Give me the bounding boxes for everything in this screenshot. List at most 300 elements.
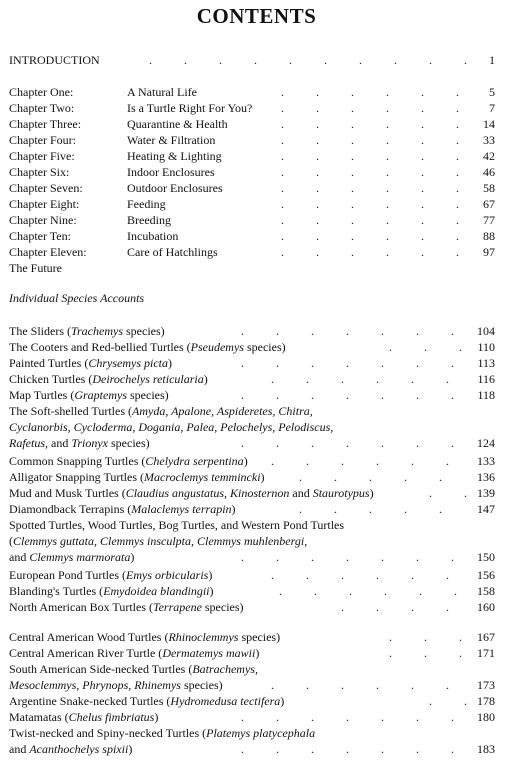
page-number: 139 xyxy=(477,486,495,500)
leader-dot: . xyxy=(421,213,424,227)
scientific-name: Macroclemys temmincki xyxy=(144,470,261,484)
leader-dot: . xyxy=(456,197,459,211)
page-number: 5 xyxy=(489,85,495,99)
chapter-label: Chapter Nine: xyxy=(9,213,77,227)
toc-entry-species xyxy=(9,645,495,661)
entry-line xyxy=(9,485,495,501)
entry-text: ( xyxy=(9,534,13,548)
leader-dot: . xyxy=(381,742,384,756)
entry-text: species) xyxy=(201,600,244,614)
leader-dot: . xyxy=(311,436,314,450)
leader-dot: . xyxy=(421,85,424,99)
chapter-title: A Natural Life xyxy=(127,85,197,99)
leader-dot: . xyxy=(411,372,414,386)
page-title: CONTENTS xyxy=(196,4,317,28)
leader-dot: . xyxy=(311,324,314,338)
leader-dot: . xyxy=(394,53,397,67)
page-number: 171 xyxy=(477,646,495,660)
entry-text: and xyxy=(48,436,72,450)
scientific-name: Clemmys guttata, Clemmys insculpta, Clemmys muhlenbergi, xyxy=(13,534,308,548)
chapter-title: Care of Hatchlings xyxy=(127,245,218,259)
leader-dot: . xyxy=(386,149,389,163)
page-number: 104 xyxy=(477,324,495,338)
leader-dot: . xyxy=(376,454,379,468)
entry-text: ) xyxy=(209,584,214,598)
leader-dot: . xyxy=(456,213,459,227)
leader-dot: . xyxy=(464,694,467,708)
chapter-title: Water & Filtration xyxy=(127,133,216,147)
leader-dot: . xyxy=(389,340,392,354)
leader-dot: . xyxy=(346,388,349,402)
leader-dot: . xyxy=(424,340,427,354)
chapter-label: Chapter Five: xyxy=(9,149,75,163)
chapter-label: The Future xyxy=(9,261,62,275)
leader-dot: . xyxy=(149,53,152,67)
leader-dot: . xyxy=(241,436,244,450)
page-number: 97 xyxy=(483,245,495,259)
leader-dot: . xyxy=(341,454,344,468)
leader-dot: . xyxy=(386,181,389,195)
leader-dot: . xyxy=(456,229,459,243)
chapter-title: Quarantine & Health xyxy=(127,117,228,131)
entry-text: Painted Turtles ( xyxy=(9,356,89,370)
leader-dot: . xyxy=(351,213,354,227)
chapter-label: Chapter Three: xyxy=(9,117,82,131)
leader-dot: . xyxy=(276,436,279,450)
leader-dot: . xyxy=(241,388,244,402)
entry-line xyxy=(9,661,495,677)
chapter-title: Is a Turtle Right For You? xyxy=(127,101,253,115)
toc-entry-species xyxy=(9,501,495,517)
toc-entry-species xyxy=(9,629,495,645)
leader-dot: . xyxy=(446,454,449,468)
leader-dot: . xyxy=(334,502,337,516)
leader-dot: . xyxy=(451,550,454,564)
scientific-name: Terrapene xyxy=(153,600,202,614)
entry-text: species) xyxy=(180,678,223,692)
leader-dot: . xyxy=(421,149,424,163)
leader-dot: . xyxy=(376,372,379,386)
leader-dot: . xyxy=(416,710,419,724)
entry-text: ) xyxy=(208,568,213,582)
entry-line xyxy=(9,419,495,435)
page-number: 88 xyxy=(483,229,495,243)
leader-dot: . xyxy=(446,568,449,582)
entry-line xyxy=(9,355,495,371)
page-number: 156 xyxy=(477,568,495,582)
entry-text: Map Turtles ( xyxy=(9,388,75,402)
page-number: 147 xyxy=(477,502,495,516)
leader-dot: . xyxy=(404,502,407,516)
scientific-name: Rafetus, xyxy=(9,436,48,450)
entry-line xyxy=(9,435,495,451)
leader-dot: . xyxy=(346,710,349,724)
leader-dot: . xyxy=(359,53,362,67)
leader-dot: . xyxy=(351,117,354,131)
leader-dot: . xyxy=(369,470,372,484)
leader-dot: . xyxy=(459,646,462,660)
leader-dot: . xyxy=(451,436,454,450)
leader-dot: . xyxy=(451,742,454,756)
entry-text: North American Box Turtles ( xyxy=(9,600,153,614)
leader-dot: . xyxy=(386,229,389,243)
entry-text: ) xyxy=(280,694,285,708)
toc-entry-species xyxy=(9,567,495,583)
scientific-name: Platemys platycephala xyxy=(206,726,316,740)
leader-dot: . xyxy=(459,340,462,354)
leader-dot: . xyxy=(241,742,244,756)
toc-entry-species xyxy=(9,709,495,725)
scientific-name: Dermatemys mawii xyxy=(162,646,256,660)
page-number: 133 xyxy=(477,454,495,468)
entry-line xyxy=(9,387,495,403)
entry-text: Central American River Turtle ( xyxy=(9,646,163,660)
leader-dot: . xyxy=(456,117,459,131)
leader-dot: . xyxy=(324,53,327,67)
scientific-name: Staurotypus xyxy=(312,486,370,500)
scientific-name: Graptemys xyxy=(74,388,128,402)
leader-dot: . xyxy=(311,550,314,564)
leader-dot: . xyxy=(411,678,414,692)
entry-text: ) xyxy=(369,486,374,500)
chapter-label: Chapter Four: xyxy=(9,133,76,147)
leader-dot: . xyxy=(306,568,309,582)
entry-line xyxy=(9,583,495,599)
leader-dot: . xyxy=(416,356,419,370)
page-number: 113 xyxy=(477,356,495,370)
toc-entry-species xyxy=(9,469,495,485)
leader-dot: . xyxy=(429,486,432,500)
entry-text: ) xyxy=(231,502,236,516)
leader-dot: . xyxy=(456,149,459,163)
leader-dot: . xyxy=(456,85,459,99)
leader-dot: . xyxy=(416,324,419,338)
leader-dot: . xyxy=(279,584,282,598)
leader-dot: . xyxy=(381,710,384,724)
entry-line xyxy=(9,533,495,549)
leader-dot: . xyxy=(316,213,319,227)
entry-text: Matamatas ( xyxy=(9,710,69,724)
page-number: 136 xyxy=(477,470,495,484)
chapter-title: Breeding xyxy=(127,213,171,227)
scientific-name: Trionyx xyxy=(71,436,108,450)
entry-text: species) xyxy=(238,630,281,644)
leader-dot: . xyxy=(389,646,392,660)
leader-dot: . xyxy=(381,324,384,338)
leader-dot: . xyxy=(316,133,319,147)
scientific-name: Pseudemys xyxy=(190,340,244,354)
entry-text: Common Snapping Turtles ( xyxy=(9,454,146,468)
leader-dot: . xyxy=(429,694,432,708)
leader-dot: . xyxy=(386,165,389,179)
scientific-name: Chrysemys picta xyxy=(88,356,168,370)
page-number: 58 xyxy=(483,181,495,195)
entry-line xyxy=(9,629,495,645)
leader-dot: . xyxy=(276,324,279,338)
entry-text: Argentine Snake-necked Turtles ( xyxy=(9,694,171,708)
leader-dot: . xyxy=(241,550,244,564)
entry-line xyxy=(9,403,495,419)
leader-dot: . xyxy=(439,470,442,484)
entry-line xyxy=(9,599,495,615)
leader-dot: . xyxy=(351,85,354,99)
leader-dot: . xyxy=(281,117,284,131)
leader-dot: . xyxy=(341,678,344,692)
leader-dot: . xyxy=(459,630,462,644)
leader-dot: . xyxy=(351,229,354,243)
leader-dot: . xyxy=(316,85,319,99)
leader-dot: . xyxy=(424,646,427,660)
leader-dot: . xyxy=(346,742,349,756)
chapter-label: Chapter Ten: xyxy=(9,229,71,243)
entry-line xyxy=(9,371,495,387)
leader-dot: . xyxy=(341,372,344,386)
entry-text: species) xyxy=(127,388,169,402)
leader-dot: . xyxy=(451,710,454,724)
entry-line xyxy=(9,469,495,485)
chapter-title: Heating & Lighting xyxy=(127,149,222,163)
leader-dot: . xyxy=(386,213,389,227)
leader-dot: . xyxy=(316,101,319,115)
leader-dot: . xyxy=(421,101,424,115)
scientific-name: Deirochelys reticularia xyxy=(92,372,204,386)
leader-dot: . xyxy=(341,600,344,614)
leader-dot: . xyxy=(464,486,467,500)
entry-text: ) xyxy=(154,710,159,724)
toc-entry-introduction xyxy=(9,52,495,68)
page-number: 180 xyxy=(477,710,495,724)
leader-dot: . xyxy=(419,584,422,598)
entry-line xyxy=(9,517,495,533)
leader-dot: . xyxy=(276,550,279,564)
entry-text: ) xyxy=(243,454,248,468)
leader-dot: . xyxy=(346,356,349,370)
leader-dot: . xyxy=(299,502,302,516)
leader-dot: . xyxy=(311,356,314,370)
chapter-label: Chapter Eleven: xyxy=(9,245,87,259)
leader-dot: . xyxy=(316,149,319,163)
leader-dot: . xyxy=(241,356,244,370)
leader-dot: . xyxy=(281,133,284,147)
page-number: 46 xyxy=(483,165,495,179)
scientific-name: Trachemys xyxy=(71,324,123,338)
toc-entry-species xyxy=(9,599,495,615)
leader-dot: . xyxy=(241,710,244,724)
leader-dot: . xyxy=(451,388,454,402)
chapter-title: Incubation xyxy=(127,229,179,243)
leader-dot: . xyxy=(381,388,384,402)
leader-dot: . xyxy=(416,436,419,450)
leader-dot: . xyxy=(389,630,392,644)
toc-entry-species xyxy=(9,323,495,339)
leader-dot: . xyxy=(351,165,354,179)
leader-dot: . xyxy=(421,133,424,147)
leader-dot: . xyxy=(281,149,284,163)
entry-text: species) xyxy=(108,436,150,450)
page-number: 33 xyxy=(483,133,495,147)
leader-dot: . xyxy=(456,101,459,115)
toc-entry-species xyxy=(9,485,495,501)
page-number: 158 xyxy=(477,584,495,598)
page-number: 116 xyxy=(477,372,495,386)
leader-dot: . xyxy=(289,53,292,67)
entry-text: Twist-necked and Spiny-necked Turtles ( xyxy=(9,726,207,740)
leader-dot: . xyxy=(369,502,372,516)
scientific-name: Hydromedusa tectifera xyxy=(170,694,281,708)
page-number: 42 xyxy=(483,149,495,163)
leader-dot: . xyxy=(446,600,449,614)
scientific-name: Chelydra serpentina xyxy=(145,454,244,468)
leader-dot: . xyxy=(351,133,354,147)
toc-entry-species xyxy=(9,517,495,565)
entry-text: ) xyxy=(260,470,265,484)
entry-line xyxy=(9,323,495,339)
leader-dot: . xyxy=(411,600,414,614)
entry-text: European Pond Turtles ( xyxy=(9,568,126,582)
page-number: 7 xyxy=(489,101,495,115)
toc-entry-species xyxy=(9,453,495,469)
scientific-name: Rhinoclemmys xyxy=(168,630,239,644)
leader-dot: . xyxy=(376,600,379,614)
leader-dot: . xyxy=(271,568,274,582)
leader-dot: . xyxy=(454,584,457,598)
entry-line xyxy=(9,645,495,661)
leader-dot: . xyxy=(381,550,384,564)
scientific-name: Acanthochelys spixii xyxy=(29,742,129,756)
leader-dot: . xyxy=(376,568,379,582)
leader-dot: . xyxy=(276,710,279,724)
leader-dot: . xyxy=(311,742,314,756)
leader-dot: . xyxy=(306,678,309,692)
entry-text: Mud and Musk Turtles ( xyxy=(9,486,126,500)
entry-line xyxy=(9,693,495,709)
leader-dot: . xyxy=(306,454,309,468)
leader-dot: . xyxy=(346,436,349,450)
entry-line xyxy=(9,677,495,693)
entry-text: Diamondback Terrapins ( xyxy=(9,502,132,516)
leader-dot: . xyxy=(299,470,302,484)
leader-dot: . xyxy=(351,101,354,115)
leader-dot: . xyxy=(376,678,379,692)
leader-dot: . xyxy=(184,53,187,67)
entry-text: ) xyxy=(255,646,260,660)
leader-dot: . xyxy=(271,454,274,468)
leader-dot: . xyxy=(341,568,344,582)
leader-dot: . xyxy=(281,229,284,243)
scientific-name: Claudius angustatus, Kinosternon xyxy=(125,486,290,500)
toc-entry-species xyxy=(9,693,495,709)
leader-dot: . xyxy=(276,356,279,370)
leader-dot: . xyxy=(351,197,354,211)
leader-dot: . xyxy=(446,678,449,692)
leader-dot: . xyxy=(281,181,284,195)
entry-text: ) xyxy=(130,550,135,564)
page-number: 77 xyxy=(483,213,495,227)
toc-entry-species xyxy=(9,387,495,403)
leader-dot: . xyxy=(421,117,424,131)
leader-dot: . xyxy=(346,324,349,338)
leader-dot: . xyxy=(421,197,424,211)
leader-dot: . xyxy=(386,85,389,99)
leader-dot: . xyxy=(404,470,407,484)
scientific-name: Amyda, Apalone, Aspideretes, Chitra, xyxy=(132,404,313,418)
toc-entry-species xyxy=(9,371,495,387)
leader-dot: . xyxy=(346,550,349,564)
leader-dot: . xyxy=(384,584,387,598)
entry-line xyxy=(9,453,495,469)
entry-line xyxy=(9,339,495,355)
leader-dot: . xyxy=(276,388,279,402)
leader-dot: . xyxy=(281,213,284,227)
leader-dot: . xyxy=(281,165,284,179)
leader-dot: . xyxy=(306,372,309,386)
entry-line xyxy=(9,725,495,741)
page-number: 183 xyxy=(477,742,495,756)
entry-text: The Cooters and Red-bellied Turtles ( xyxy=(9,340,191,354)
leader-dot: . xyxy=(386,197,389,211)
scientific-name: Clemmys marmorata xyxy=(29,550,131,564)
toc-entry-species xyxy=(9,403,495,451)
chapter-label: Chapter Six: xyxy=(9,165,70,179)
leader-dot: . xyxy=(311,710,314,724)
leader-dot: . xyxy=(451,356,454,370)
leader-dot: . xyxy=(429,53,432,67)
leader-dot: . xyxy=(411,454,414,468)
leader-dot: . xyxy=(456,181,459,195)
leader-dot: . xyxy=(411,568,414,582)
leader-dot: . xyxy=(271,372,274,386)
entry-line xyxy=(9,741,495,757)
leader-dot: . xyxy=(316,197,319,211)
leader-dot: . xyxy=(316,245,319,259)
leader-dot: . xyxy=(219,53,222,67)
chapter-title: Feeding xyxy=(127,197,166,211)
page-number: 160 xyxy=(477,600,495,614)
leader-dot: . xyxy=(276,742,279,756)
leader-dot: . xyxy=(451,324,454,338)
entry-text: and xyxy=(9,550,30,564)
entry-text: species) xyxy=(243,340,286,354)
leader-dot: . xyxy=(386,245,389,259)
leader-dot: . xyxy=(446,372,449,386)
entry-text: ) xyxy=(128,742,133,756)
leader-dot: . xyxy=(421,165,424,179)
leader-dot: . xyxy=(314,584,317,598)
leader-dot: . xyxy=(386,117,389,131)
entry-text: South American Side-necked Turtles ( xyxy=(9,662,193,676)
scientific-name: Emydoidea blandingii xyxy=(103,584,210,598)
leader-dot: . xyxy=(281,85,284,99)
entry-text: Chicken Turtles ( xyxy=(9,372,93,386)
chapter-label: Chapter Seven: xyxy=(9,181,83,195)
entry-text: Spotted Turtles, Wood Turtles, Bog Turtles, and Western Pond Turtles xyxy=(9,518,345,532)
leader-dot: . xyxy=(439,502,442,516)
leader-dot: . xyxy=(421,245,424,259)
leader-dot: . xyxy=(424,630,427,644)
entry-text: Alligator Snapping Turtles ( xyxy=(9,470,145,484)
leader-dot: . xyxy=(456,133,459,147)
leader-dot: . xyxy=(351,245,354,259)
scientific-name: Emys orbicularis xyxy=(126,568,209,582)
leader-dot: . xyxy=(316,165,319,179)
leader-dot: . xyxy=(381,356,384,370)
leader-dot: . xyxy=(416,550,419,564)
leader-dot: . xyxy=(334,470,337,484)
page-number: 173 xyxy=(477,678,495,692)
page-number: 110 xyxy=(477,340,495,354)
toc-entry-species xyxy=(9,725,495,757)
leader-dot: . xyxy=(416,388,419,402)
